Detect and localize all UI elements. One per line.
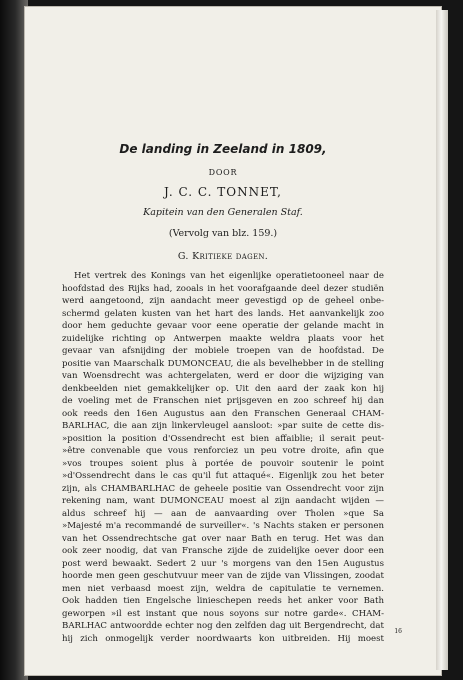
body-line: hij zich onmogelijk verder noordwaarts kon uitbreiden. Hij moest [62, 633, 384, 644]
scan-border-right [448, 0, 463, 680]
body-line: hoofdstad des Rijks had, zooals in het voorafgaande deel dezer studiën [62, 283, 384, 294]
body-line: Ook hadden tien Engelsche linieschepen reeds het anker voor Bath [62, 596, 384, 606]
body-line: positie van Maarschalk DUMONCEAU, die als bevelhebber in de stelling [62, 358, 384, 369]
section-heading [62, 251, 384, 262]
body-line: »être convenable que vous renforciez un peu votre droite, afin que [62, 446, 384, 456]
body-line: werd aangetoond, zijn aandacht meer gevestigd op de geheel onbe- [62, 296, 384, 306]
body-line: schermd gelaten kusten van het hart des lands. Het aanvankelijk zoo [62, 308, 384, 319]
page-edge [436, 10, 448, 670]
body-line: door hem geduchte gevaar voor eene operatie der gelande macht in [62, 321, 384, 331]
body-line: »vos troupes soient plus à portée de pouvoir soutenir le point [62, 458, 384, 469]
book-page [24, 6, 442, 676]
body-line: aldus schreef hij — aan de aanvaarding over Tholen »que Sa [62, 508, 384, 519]
body-line: zuidelijke richting op Antwerpen maakte weldra plaats voor het [62, 333, 384, 344]
body-line: rekening nam, want DUMONCEAU moest al zijn aandacht wijden — [62, 496, 384, 506]
body-line: van Woensdrecht was achtergelaten, werd er door die wijziging van [62, 371, 384, 381]
body-line: BARLHAC antwoordde echter nog den zelfden dag uit Bergendrecht, dat 16 [62, 620, 384, 633]
signature-mark: 16 [394, 628, 402, 635]
section-title: Kritieke dagen. [192, 251, 269, 262]
body-text [62, 270, 402, 645]
body-line: gevaar van afsnijding der mobiele troepen van de hoofdstad. De [62, 346, 384, 356]
continued-note: (Vervolg van blz. 159.) [168, 228, 278, 239]
body-line: hoorde men geen geschutvuur meer van de zijde van Vlissingen, zoodat [62, 571, 384, 581]
body-line: »Majesté m'a recommandé de surveiller«. 's Nachts staken er personen [62, 521, 384, 531]
body-line: »position la position d'Ossendrecht est bien affaiblie; il serait peut- [62, 433, 384, 444]
body-line: de voeling met de Franschen niet prijsgeven en zoo schreef hij dan [62, 396, 384, 406]
body-line: post werd bewaakt. Sedert 2 uur 's morgens van den 15en Augustus [62, 558, 384, 569]
author-name: J. C. C. TONNET, [164, 185, 282, 199]
body-line: geworpen »il est instant que nous soyons sur notre garde«. CHAM- [62, 608, 384, 619]
body-line: ook reeds den 16en Augustus aan den Franschen Generaal CHAM- [62, 408, 384, 419]
body-line: Het vertrek des Konings van het eigenlijke operatietooneel naar de [74, 271, 384, 281]
article-content [62, 142, 402, 645]
section-prefix: G. [177, 251, 189, 262]
body-line: men niet verbaasd moest zijn, weldra de capitulatie te vernemen. [62, 583, 384, 594]
body-line: zijn, als CHAMBARLHAC de geheele positie van Ossendrecht voor zijn [62, 483, 384, 494]
byline-door: DOOR [208, 168, 238, 177]
author-rank: Kapitein van den Generalen Staf. [143, 207, 303, 218]
body-line: ook zeer noodig, dat van Fransche zijde de zuidelijke oever door een [62, 546, 384, 556]
body-line: »d'Ossendrecht dans le cas qu'il fut attaqué«. Eigenlijk zou het beter [62, 471, 384, 481]
body-line: denkbeelden niet gemakkelijker op. Uit den aard der zaak kon hij [62, 383, 384, 394]
article-title: De landing in Zeeland in 1809, [119, 142, 327, 156]
body-line: BARLHAC, die aan zijn linkervleugel aansloot: »par suite de cette dis- [62, 421, 384, 431]
body-line: van het Ossendrechtsche gat over naar Bath en terug. Het was dan [62, 533, 384, 544]
